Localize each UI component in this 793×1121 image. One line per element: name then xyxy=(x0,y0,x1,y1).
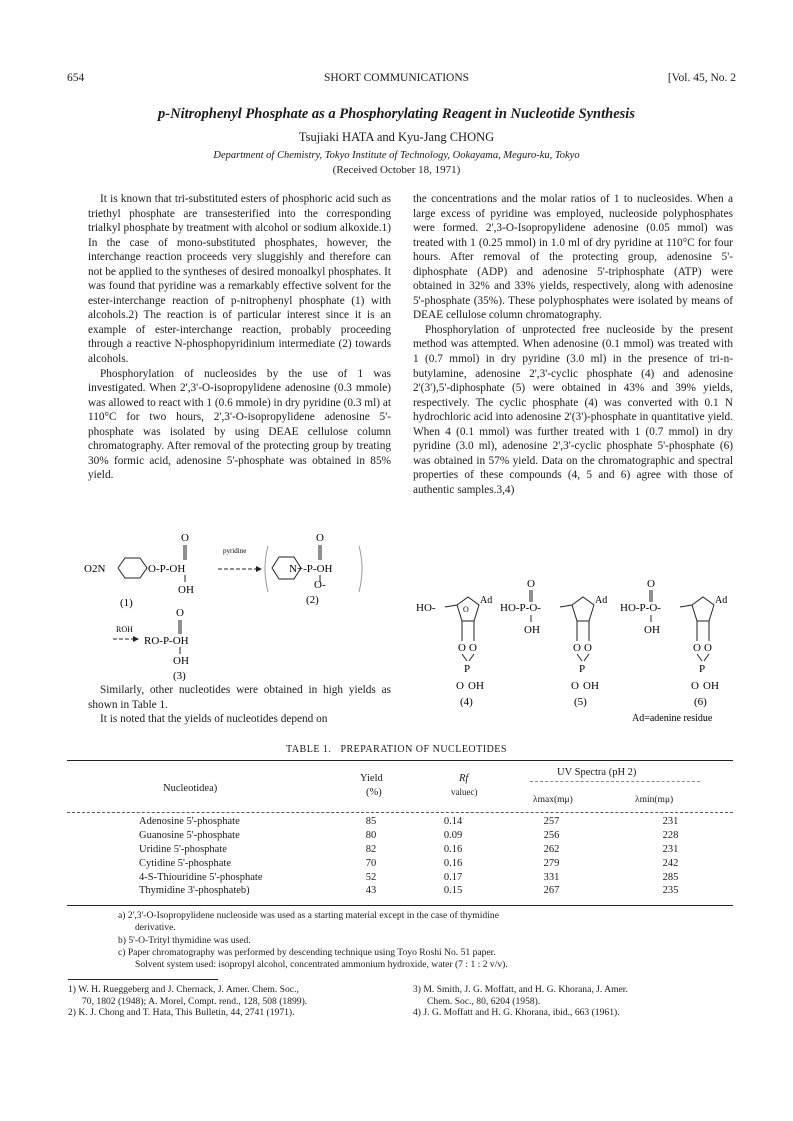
row-name-cell: Guanosine 5'-phosphate xyxy=(139,830,240,842)
svg-text:O: O xyxy=(456,680,464,692)
compound-label-5: (5) xyxy=(574,696,587,708)
compound-4-structure xyxy=(416,595,492,708)
svg-text:P: P xyxy=(579,663,586,675)
svg-text:P: P xyxy=(699,663,706,675)
row-lambda-max-cell: 262 xyxy=(543,843,560,855)
svg-text:O: O xyxy=(458,642,466,654)
row-lambda-max-cell: 257 xyxy=(543,816,560,828)
svg-text:OH: OH xyxy=(468,680,484,692)
row-lambda-min-cell: 242 xyxy=(662,857,679,869)
footnote-rule xyxy=(68,979,218,980)
row-yield-cell: 70 xyxy=(365,857,377,869)
alkyl-phosphate-text: RO-P-OH xyxy=(144,635,189,647)
table-footnote: derivative. xyxy=(135,922,176,934)
pyridinium-phosphate-text: N+-P-OH xyxy=(289,563,333,575)
article-authors: Tsujiaki HATA and Kyu-Jang CHONG xyxy=(298,130,495,144)
svg-text:Ad: Ad xyxy=(595,595,608,606)
svg-text:HO-: HO- xyxy=(416,602,436,614)
references-right xyxy=(413,984,733,1019)
compound-label-1: (1) xyxy=(120,597,133,609)
svg-text:OH: OH xyxy=(173,655,189,667)
compound-label-2: (2) xyxy=(306,594,319,606)
row-lambda-min-cell: 285 xyxy=(662,871,679,883)
table-footnotes xyxy=(118,910,733,971)
row-rf-cell: 0.14 xyxy=(443,816,463,828)
svg-text:Ad: Ad xyxy=(715,595,728,606)
row-lambda-min-cell: 228 xyxy=(662,830,679,842)
table-header xyxy=(67,769,733,817)
compound-label-6: (6) xyxy=(694,696,707,708)
journal-section: SHORT COMMUNICATIONS xyxy=(323,72,470,84)
row-lambda-max-cell: 256 xyxy=(543,830,560,842)
compound-label-4: (4) xyxy=(460,696,473,708)
references-left xyxy=(68,984,393,1019)
svg-text:OH: OH xyxy=(703,680,719,692)
svg-text:O: O xyxy=(469,642,477,654)
reference: Chem. Soc., 80, 6204 (1958). xyxy=(427,995,541,1007)
row-name-cell: Uridine 5'-phosphate xyxy=(139,843,227,855)
article-affiliation: Department of Chemistry, Tokyo Institute of Technology, Ookayama, Meguro-ku, Tokyo xyxy=(213,150,580,161)
paragraph: the concentrations and the molar ratios of 1 to nucleosides. When a large excess of pyridine was employed, nucleoside polyphosphates were formed. 2',3-O-Isopropylidene adenosine (0.05 mmol) was treated with 1 (0.25 mmol) in 1.0 ml of dry pyridine at 110°C for four hours. After removal of the protecting group, adenosine 5'-diphosphate (ADP) and adenosine 5'-triphosphate (ATP) were obtained in 32% and 33% yields, respectively, along with adenosine 5'-phosphate (35%). These polyphosphates were isolated by means of DEAE cellulose column chromatography. xyxy=(413,193,733,322)
svg-text:P: P xyxy=(464,663,471,675)
row-name-cell: Adenosine 5'-phosphate xyxy=(139,816,240,828)
row-name-cell: 4-S-Thiouridine 5'-phosphate xyxy=(139,871,263,883)
table-row xyxy=(67,884,733,898)
table-row xyxy=(67,870,733,884)
svg-text:O: O xyxy=(176,607,184,619)
svg-text:O: O xyxy=(463,605,469,614)
row-lambda-max-cell: 279 xyxy=(543,857,560,869)
table-header-rule xyxy=(67,812,733,813)
table-row xyxy=(67,829,733,843)
row-rf-cell: 0.16 xyxy=(443,843,463,855)
reaction-scheme xyxy=(84,526,394,686)
left-column xyxy=(88,192,391,483)
row-yield-cell: 52 xyxy=(365,871,377,883)
svg-text:O: O xyxy=(693,642,701,654)
phosphoryl-oxygen-text: O xyxy=(181,532,189,544)
reference: 4) J. G. Moffatt and H. G. Khorana, ibid., 663 (1961). xyxy=(413,1007,620,1019)
table-title: PREPARATION OF NUCLEOTIDES xyxy=(340,744,507,755)
row-lambda-max-cell: 267 xyxy=(543,885,560,897)
row-name-cell: Cytidine 5'-phosphate xyxy=(139,857,232,869)
col-header-lambda-min: λmin(mμ) xyxy=(635,795,674,805)
col-header-rf-sub: valuec) xyxy=(451,787,478,797)
row-yield-cell: 85 xyxy=(365,816,377,828)
received-date: (Received October 18, 1971) xyxy=(332,164,461,176)
svg-text:OH: OH xyxy=(644,624,660,636)
table-caption xyxy=(0,744,793,755)
paragraph: Phosphorylation of nucleosides by the use of 1 was investigated. When 2',3'-O-isopropylidene adenosine (0.3 mmole) was allowed to react with 1 (0.6 mmole) in dry pyridine (0.3 ml) at 110°C for two hours, 2',3'-O-isopropylidene adenosine 5'-phosphate was isolated by using DEAE cellulose column chromatography. After removal of the protecting group by treating 30% formic acid, adenosine 5'-phosphate was obtained in 85% yield. xyxy=(88,367,391,482)
hydroxyl-text: OH xyxy=(178,584,194,596)
svg-text:O: O xyxy=(527,578,535,590)
svg-text:O: O xyxy=(704,642,712,654)
compound-6-structure xyxy=(620,578,727,708)
reference: 1) W. H. Rueggeberg and J. Chernack, J. Amer. Chem. Soc., xyxy=(68,984,299,995)
phosphate-ester-text: O-P-OH xyxy=(148,563,186,575)
paragraph: It is noted that the yields of nucleotides depend on xyxy=(100,713,328,726)
compound-label-3: (3) xyxy=(173,670,186,682)
page-number: 654 xyxy=(67,72,85,84)
row-name-cell: Thymidine 3'-phosphateb) xyxy=(139,885,250,897)
row-yield-cell: 82 xyxy=(365,843,377,855)
svg-text:O: O xyxy=(647,578,655,590)
table-row xyxy=(67,843,733,857)
reference: 70, 1802 (1948); A. Morel, Compt. rend., 128, 508 (1899). xyxy=(82,995,308,1007)
col-header-yield-unit: (%) xyxy=(366,787,382,798)
col-header-yield: Yield xyxy=(360,773,383,784)
table-footnote: a) 2',3'-O-Isopropylidene nucleoside was used as a starting material except in the case of thymidine xyxy=(118,910,499,921)
paragraph: It is known that tri-substituted esters of phosphoric acid such as triethyl phosphate are transesterified into the corresponding trialkyl phosphate by treatment with alcohol or sodium alkoxide.1) In the case of mono-substituted phosphates, however, the interchange reaction proceeds very sluggishly and therefore can not be applied to the syntheses of desired monoalkyl phosphates. It was found that pyridine was a remarkably effective solvent for the ester-interchange reaction of p-nitrophenyl phosphate (1) with alcohols.2) The reaction is of particular interest since it is an example of ester-interchange reaction, probably proceeding through a reactive N-phosphopyridinium intermediate (2) towards alcohols. xyxy=(88,193,391,366)
table-bottom-rule xyxy=(67,905,733,906)
left-column-bottom xyxy=(88,683,391,727)
svg-text:O: O xyxy=(691,680,699,692)
row-rf-cell: 0.16 xyxy=(443,857,463,869)
svg-text:O: O xyxy=(571,680,579,692)
col-header-rf: Rf xyxy=(459,773,469,784)
table-footnote: Solvent system used: isopropyl alcohol, concentrated ammonium hydroxide, water (7 : 1 : 2 v/v). xyxy=(135,959,508,971)
nucleotide-structures xyxy=(410,575,740,725)
svg-text:Ad: Ad xyxy=(480,595,493,606)
svg-text:O: O xyxy=(584,642,592,654)
row-lambda-min-cell: 231 xyxy=(662,816,679,828)
table-footnote: c) Paper chromatography was performed by descending technique using Toyo Roshi No. 51 paper. xyxy=(118,946,496,958)
row-yield-cell: 80 xyxy=(365,830,377,842)
svg-text:OH: OH xyxy=(524,624,540,636)
table-row xyxy=(67,856,733,870)
svg-text:HO-P-O-: HO-P-O- xyxy=(620,602,661,614)
table-number: TABLE 1. xyxy=(286,744,332,755)
svg-text:O: O xyxy=(573,642,581,654)
paragraph: Phosphorylation of unprotected free nucleoside by the present method was attempted. When adenosine (0.1 mmol) was treated with 1 (0.7 mmol) in dry pyridine (3.0 ml) in the presence of tri-n-butylamine, adenosine 2',3'-cyclic phosphate (4) and adenosine 2'(3'),5'-diphosphate (5) were obtained in 43% and 39% yields, respectively. The cyclic phosphate (4) was converted with 0.1 N hydrochloric acid into adenosine 2'(3')-phosphate in quantitative yield. When 4 (0.1 mmol) was further treated with 1 (0.7 mmol) in dry pyridine (3.0 ml), adenosine 2',3'-cyclic phosphate 5'-phosphate (6) was obtained in 57% yield. Data on the chromatographic and spectral properties of these compounds (4, 5 and 6) agree with those of authentic samples.3,4) xyxy=(413,323,733,496)
adenine-legend: Ad=adenine residue xyxy=(632,713,713,724)
row-lambda-min-cell: 231 xyxy=(662,843,679,855)
col-header-lambda-max: λmax(mμ) xyxy=(533,795,573,805)
oxide-anion-text: O- xyxy=(314,579,326,591)
row-lambda-max-cell: 331 xyxy=(543,871,560,883)
row-lambda-min-cell: 235 xyxy=(662,885,679,897)
row-rf-cell: 0.15 xyxy=(443,885,463,897)
svg-text:OH: OH xyxy=(583,680,599,692)
col-header-nucleotide: Nucleotidea) xyxy=(163,783,218,794)
reference: 3) M. Smith, J. G. Moffatt, and H. G. Khorana, J. Amer. xyxy=(413,984,628,995)
row-rf-cell: 0.09 xyxy=(443,830,463,842)
alcohol-reagent-label: ROH xyxy=(116,625,133,634)
nitro-group-text: O2N xyxy=(84,563,106,575)
svg-text:HO-P-O-: HO-P-O- xyxy=(500,602,541,614)
row-yield-cell: 43 xyxy=(365,885,377,897)
row-rf-cell: 0.17 xyxy=(443,871,463,883)
article-title: p-Nitrophenyl Phosphate as a Phosphorylating Reagent in Nucleotide Synthesis xyxy=(158,106,635,122)
volume-info: [Vol. 45, No. 2 xyxy=(667,72,736,84)
svg-text:O: O xyxy=(316,532,324,544)
table-row xyxy=(67,815,733,829)
paragraph: Similarly, other nucleotides were obtained in high yields as shown in Table 1. xyxy=(88,684,391,711)
table-top-rule xyxy=(67,760,733,761)
pyridine-label: pyridine xyxy=(223,547,247,555)
compound-5-structure xyxy=(500,578,607,708)
reference: 2) K. J. Chong and T. Hata, This Bulletin, 44, 2741 (1971). xyxy=(68,1007,295,1019)
benzene-ring xyxy=(118,558,147,578)
nucleotide-table xyxy=(67,815,733,898)
col-header-uv: UV Spectra (pH 2) xyxy=(557,767,637,778)
right-column xyxy=(413,192,733,497)
table-footnote: b) 5'-O-Trityl thymidine was used. xyxy=(118,934,251,946)
